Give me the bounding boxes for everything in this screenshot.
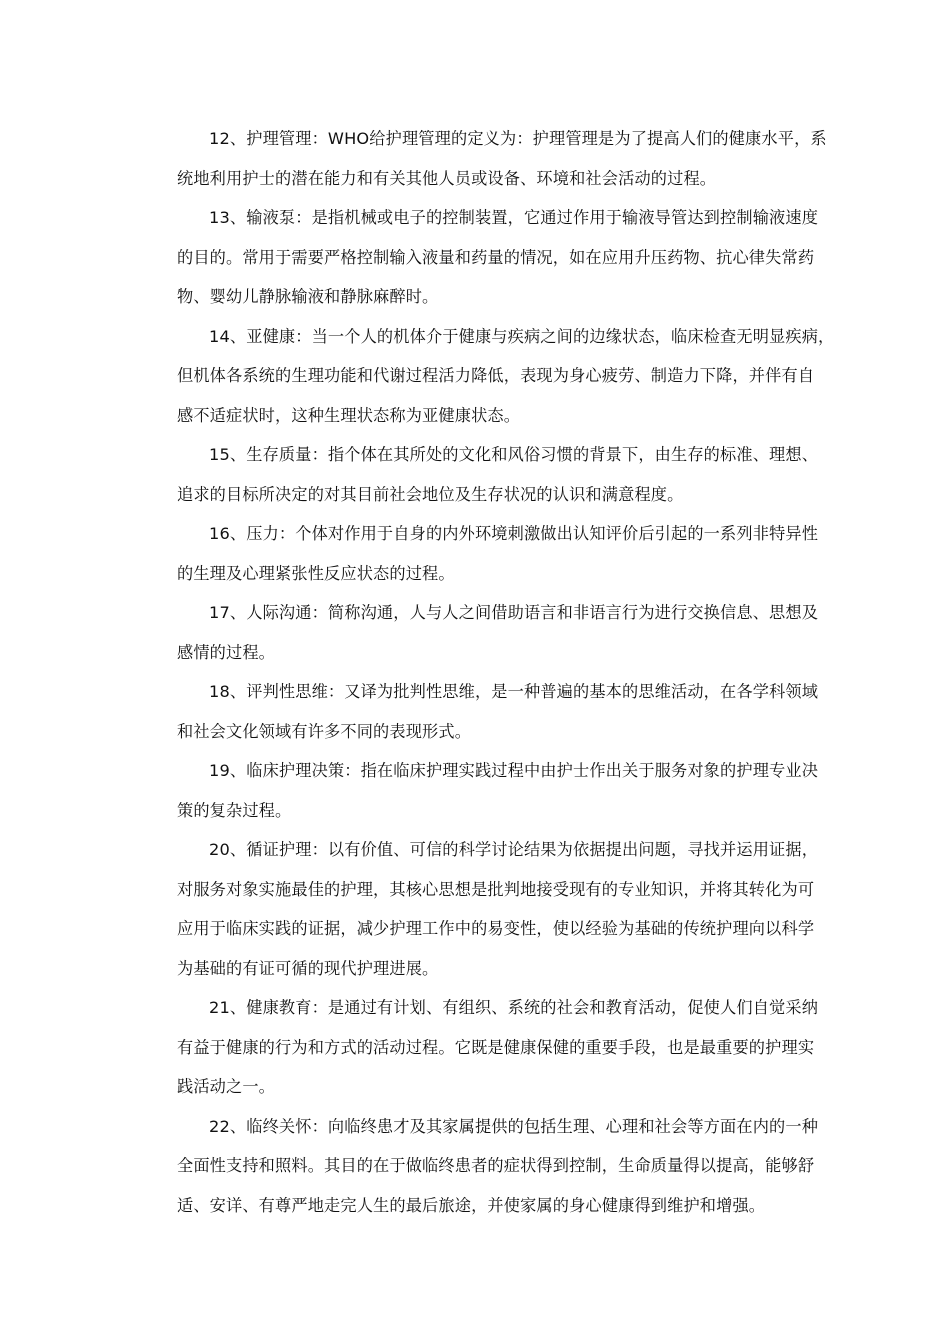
paragraph-line: 全面性支持和照料。其目的在于做临终患者的症状得到控制，生命质量得以提高，能够舒: [177, 1156, 815, 1175]
paragraph-line: 18、评判性思维：又译为批判性思维，是一种普遍的基本的思维活动，在各学科领域: [209, 682, 819, 701]
paragraph-line: 追求的目标所决定的对其目前社会地位及生存状况的认识和满意程度。: [177, 484, 684, 504]
paragraph-line: 策的复杂过程。: [177, 800, 292, 820]
paragraph-line: 应用于临床实践的证据，减少护理工作中的易变性，使以经验为基础的传统护理向以科学: [177, 919, 815, 938]
paragraph-line: 22、临终关怀：向临终患才及其家属提供的包括生理、心理和社会等方面在内的一种: [209, 1116, 819, 1136]
paragraph-line: 感情的过程。: [177, 642, 276, 662]
definition-paragraph-12: [145, 119, 827, 198]
paragraph-line: 13、输液泵：是指机械或电子的控制装置，它通过作用于输液导管达到控制输液速度: [209, 208, 819, 227]
paragraph-line: 但机体各系统的生理功能和代谢过程活力降低，表现为身心疲劳、制造力下降，并伴有自: [177, 366, 815, 385]
paragraph-line: 12、护理管理：WHO给护理管理的定义为：护理管理是为了提高人们的健康水平，系: [209, 129, 827, 148]
paragraph-line: 21、健康教育：是通过有计划、有组织、系统的社会和教育活动，促使人们自觉采纳: [209, 998, 819, 1017]
definition-paragraph-22: [145, 1107, 819, 1226]
paragraph-line: 17、人际沟通：简称沟通，人与人之间借助语言和非语言行为进行交换信息、思想及: [209, 603, 819, 622]
paragraph-line: 14、亚健康：当一个人的机体介于健康与疾病之间的边缘状态，临床检查无明显疾病，: [209, 326, 835, 346]
paragraph-line: 和社会文化领域有许多不同的表现形式。: [177, 721, 472, 741]
definition-paragraph-20: [145, 830, 819, 988]
paragraph-line: 的目的。常用于需要严格控制输入液量和药量的情况，如在应用升压药物、抗心律失常药: [177, 247, 815, 267]
paragraph-line: 15、生存质量：指个体在其所处的文化和风俗习惯的背景下，由生存的标准、理想、: [209, 445, 819, 464]
definition-paragraph-19: [145, 751, 819, 830]
paragraph-line: 践活动之一。: [177, 1077, 276, 1096]
paragraph-line: 20、循证护理：以有价值、可信的科学讨论结果为依据提出问题，寻找并运用证据，: [209, 840, 819, 859]
paragraph-line: 19、临床护理决策：指在临床护理实践过程中由护士作出关于服务对象的护理专业决: [209, 761, 819, 780]
paragraph-line: 感不适症状时，这种生理状态称为亚健康状态。: [177, 405, 521, 425]
definition-paragraph-15: [145, 435, 819, 514]
paragraph-line: 统地利用护士的潜在能力和有关其他人员或设备、环境和社会活动的过程。: [177, 168, 717, 188]
paragraph-line: 的生理及心理紧张性反应状态的过程。: [177, 563, 455, 583]
paragraph-line: 适、安详、有尊严地走完人生的最后旅途，并使家属的身心健康得到维护和增强。: [177, 1195, 766, 1215]
paragraph-line: 有益于健康的行为和方式的活动过程。它既是健康保健的重要手段，也是最重要的护理实: [177, 1037, 815, 1057]
definition-paragraph-18: [145, 672, 819, 751]
definition-paragraph-17: [145, 593, 819, 672]
definition-paragraph-21: [145, 988, 819, 1107]
paragraph-line: 物、婴幼儿静脉输液和静脉麻醉时。: [177, 287, 439, 306]
definition-paragraph-16: [145, 514, 819, 593]
definition-paragraph-14: [145, 317, 835, 436]
paragraph-line: 为基础的有证可循的现代护理进展。: [177, 958, 439, 978]
document-body: [145, 119, 835, 1225]
paragraph-line: 对服务对象实施最佳的护理，其核心思想是批判地接受现有的专业知识，并将其转化为可: [177, 879, 815, 899]
paragraph-line: 16、压力：个体对作用于自身的内外环境刺激做出认知评价后引起的一系列非特异性: [209, 524, 819, 543]
definition-paragraph-13: [145, 198, 819, 317]
